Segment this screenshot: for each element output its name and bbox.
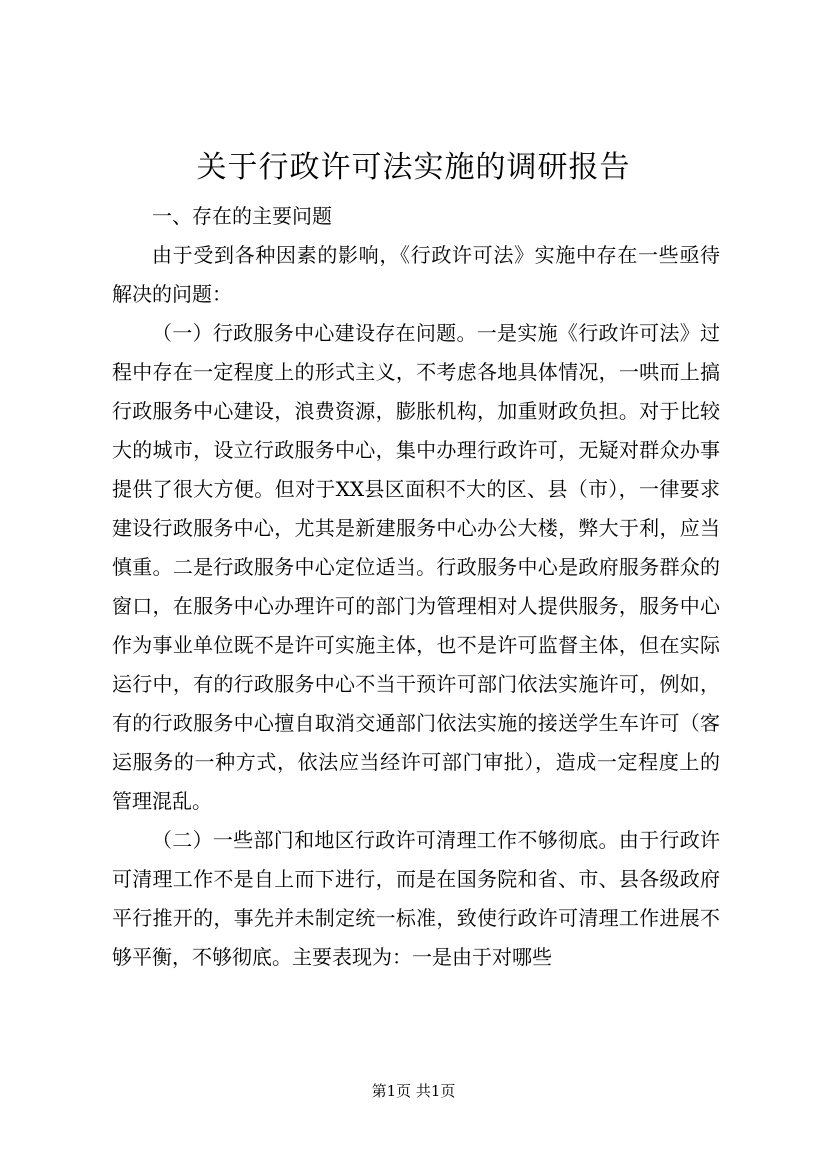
document-title: 关于行政许可法实施的调研报告: [196, 150, 631, 185]
document-body: [112, 197, 720, 977]
paragraph-service-center: （一）行政服务中心建设存在问题。一是实施《行政许可法》过程中存在一定程度上的形式主义，不考虑各地具体情况，一哄而上搞行政服务中心建设，浪费资源，膨胀机构，加重财政负担。对于比较大的城市，设立行政服务中心，集中办理行政许可，无疑对群众办事提供了很大方便。但对于XX县区面积不大的区、县（市），一律要求建设行政服务中心，尤其是新建服务中心办公大楼，弊大于利，应当慎重。二是行政服务中心定位适当。行政服务中心是政府服务群众的窗口，在服务中心办理许可的部门为管理相对人提供服务，服务中心作为事业单位既不是许可实施主体，也不是许可监督主体，但在实际运行中，有的行政服务中心不当干预许可部门依法实施许可，例如，有的行政服务中心擅自取消交通部门依法实施的接送学生车许可（客运服务的一种方式，依法应当经许可部门审批），造成一定程度上的管理混乱。: [112, 321, 720, 813]
paragraph-license-cleanup: （二）一些部门和地区行政许可清理工作不够彻底。由于行政许可清理工作不是自上而下进行，而是在国务院和省、市、县各级政府平行推开的，事先并未制定统一标准，致使行政许可清理工作进展不够平衡，不够彻底。主要表现为：一是由于对哪些: [112, 828, 720, 969]
section-heading: 一、存在的主要问题: [152, 204, 332, 228]
paragraph-intro: 由于受到各种因素的影响，《行政许可法》实施中存在一些亟待解决的问题：: [112, 243, 720, 306]
page-footer: 第1页 共1页: [371, 1082, 456, 1100]
